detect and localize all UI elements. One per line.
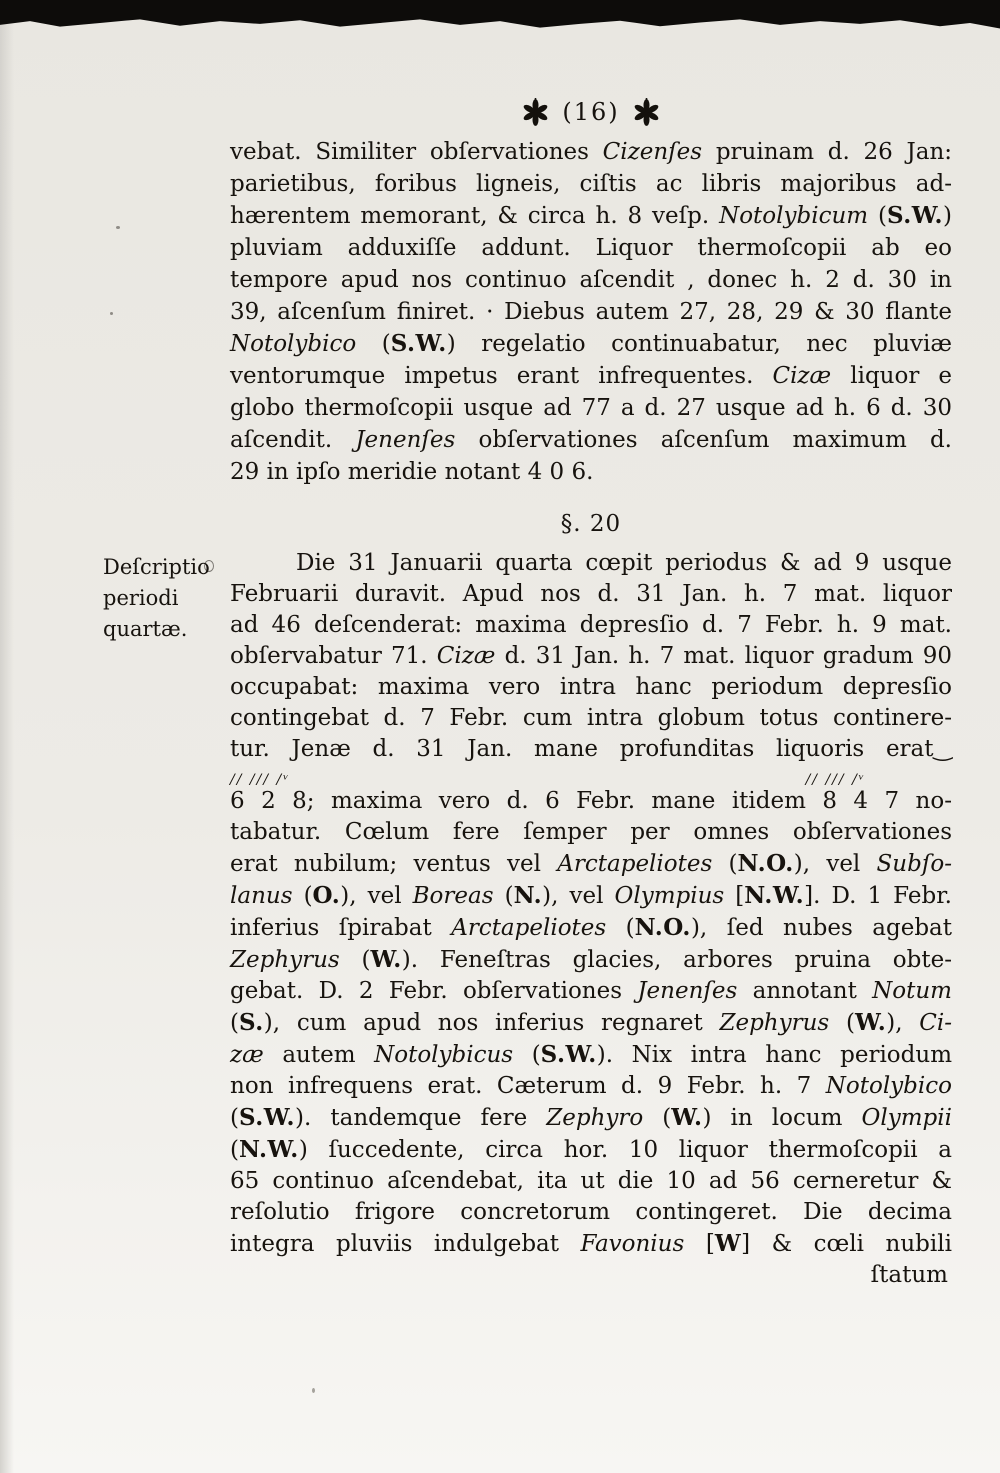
text-segment: ] & cœli nubili: [741, 1231, 952, 1257]
text-segment: (: [868, 203, 887, 229]
text-segment: Jenenſes: [355, 427, 456, 453]
text-segment: integra pluviis indulgebat: [230, 1231, 581, 1257]
text-segment: erat nubilum; ventus vel: [230, 851, 558, 877]
text-segment: W.: [671, 1104, 703, 1131]
text-segment: ). tandemque fere: [295, 1105, 547, 1131]
page-header: [230, 92, 952, 132]
text-segment: gebat. D. 2 Febr. obſervationes: [230, 978, 638, 1004]
text-segment: N.: [513, 882, 543, 909]
text-segment: Cizenſes: [602, 139, 703, 165]
text-segment: S.W.: [238, 1104, 296, 1131]
text-segment: parietibus, foribus ligneis, ciſtis ac libris majoribus ad-: [230, 171, 952, 197]
text-line: [230, 136, 952, 168]
text-segment: ), vel: [340, 883, 413, 909]
text-segment: (: [513, 1042, 541, 1068]
text-line: [230, 232, 952, 264]
unit-marks-row: [230, 765, 952, 786]
ink-speck: [116, 226, 120, 229]
text-segment: ), vel: [793, 851, 877, 877]
text-line: [230, 1197, 952, 1228]
text-segment: contingebat d. 7 Febr. cum intra globum totus continere-: [230, 705, 952, 731]
text-segment: N.W.: [238, 1136, 299, 1163]
text-segment: Die 31 Januarii quarta cœpit periodus & ad 9 usque: [296, 550, 952, 576]
text-line: [230, 672, 952, 703]
margin-note-line: Deſcriptio: [103, 555, 210, 579]
text-segment: inferius ſpirabat: [230, 915, 452, 941]
text-line: [230, 264, 952, 296]
text-line: [230, 360, 952, 392]
text-segment: ). Nix intra hanc periodum: [596, 1042, 953, 1068]
catchword: ſtatum: [870, 1262, 948, 1288]
text-line: [230, 734, 952, 765]
text-line: [230, 200, 952, 232]
text-segment: (: [230, 1137, 239, 1163]
text-line: [230, 1007, 952, 1039]
text-column: [230, 92, 952, 1291]
text-segment: Notolybicum: [719, 203, 869, 229]
text-segment: [: [724, 883, 745, 909]
text-segment: [: [684, 1231, 715, 1257]
text-segment: (: [339, 947, 371, 973]
text-line: [230, 786, 952, 817]
text-line: [230, 1102, 952, 1134]
text-segment: W: [714, 1230, 742, 1257]
unit-marks-right: // /// /ᵛ: [805, 772, 866, 788]
text-segment: 65 continuo aſcendebat, ita ut die 10 ad 56 cerneretur &: [230, 1168, 952, 1194]
text-segment: (: [292, 883, 313, 909]
text-segment: ): [943, 203, 952, 229]
text-line: [230, 296, 952, 328]
text-segment: Subſo-: [876, 851, 952, 877]
text-segment: tempore apud nos continuo aſcendit , donec h. 2 d. 30 in: [230, 267, 952, 293]
text-segment: Cizæ: [772, 363, 832, 389]
text-segment: ). Feneſtras glacies, arbores pruina obte-: [401, 947, 952, 973]
text-segment: ad 46 deſcenderat: maxima depresſio d. 7 Febr. h. 9 mat.: [230, 612, 952, 638]
catchword-row: [230, 1260, 952, 1291]
text-segment: autem: [263, 1042, 375, 1068]
text-segment: vebat. Similiter obſervationes: [230, 139, 603, 165]
text-segment: ),: [886, 1010, 920, 1036]
text-segment: 29 in ipſo meridie notant 4 0 6.: [230, 459, 594, 485]
text-segment: N.O.: [737, 850, 794, 877]
text-segment: (: [829, 1010, 855, 1036]
paragraph-section-20: [230, 548, 952, 1260]
text-segment: S.W.: [390, 330, 447, 357]
text-segment: zæ: [230, 1042, 264, 1068]
text-segment: d. 31 Jan. h. 7 mat. liquor gradum 90: [495, 643, 952, 669]
text-segment: (: [230, 1105, 239, 1131]
text-segment: N.W.: [744, 882, 805, 909]
text-segment: Arctapeliotes: [557, 851, 713, 877]
scan-edge-artifact: [0, 0, 1000, 46]
text-segment: Februarii duravit. Apud nos d. 31 Jan. h. 7 mat. liquor: [230, 581, 952, 607]
text-segment: 6 2 8; maxima vero d. 6 Febr. mane itidem 8 4 7 no-: [230, 788, 952, 814]
text-segment: tur. Jenæ d. 31 Jan. mane profunditas liquoris erat‿: [230, 736, 952, 762]
text-segment: liquor e: [831, 363, 952, 389]
text-line: [230, 548, 952, 579]
text-segment: pluviam adduxiſſe addunt. Liquor thermoſcopii ab eo: [230, 235, 952, 261]
page-number: (16): [562, 98, 620, 126]
text-segment: tabatur. Cœlum fere ſemper per omnes obſervationes: [230, 819, 952, 845]
text-segment: Notolybico: [230, 331, 357, 357]
text-segment: W.: [854, 1009, 887, 1036]
section-heading: §. 20: [560, 511, 622, 537]
text-line: [230, 392, 952, 424]
text-line: [230, 944, 952, 976]
text-segment: ), vel: [542, 883, 615, 909]
text-segment: hærentem memorant, & circa h. 8 veſp.: [230, 203, 720, 229]
text-segment: Arctapeliotes: [451, 915, 607, 941]
text-segment: ), cum apud nos inferius regnaret: [263, 1010, 720, 1036]
text-line: [230, 1228, 952, 1260]
text-segment: S.W.: [886, 202, 943, 229]
text-segment: Cizæ: [436, 643, 496, 669]
margin-note: [103, 552, 233, 645]
text-line: [230, 817, 952, 848]
text-line: [230, 1166, 952, 1197]
ink-speck: [110, 312, 113, 315]
text-segment: (: [643, 1105, 672, 1131]
text-segment: ventorumque impetus erant infrequentes.: [230, 363, 773, 389]
text-segment: (: [356, 331, 391, 357]
text-line: [230, 579, 952, 610]
text-segment: non infrequens erat. Cæterum d. 9 Febr. h. 7: [230, 1073, 826, 1099]
text-line: [230, 456, 952, 488]
text-line: [230, 703, 952, 734]
text-segment: ) regelatio continuabatur, nec pluviæ: [446, 331, 952, 357]
text-segment: annotant: [737, 978, 873, 1004]
text-segment: Notum: [872, 978, 952, 1004]
unit-marks-left: // /// /ᵛ: [230, 772, 291, 788]
text-segment: O.: [312, 882, 341, 909]
text-segment: (: [230, 1010, 239, 1036]
text-segment: Notolybico: [825, 1073, 952, 1099]
text-line: [230, 328, 952, 360]
text-line: [230, 1039, 952, 1071]
text-line: [230, 641, 952, 672]
margin-note-line: quartæ.: [103, 617, 188, 641]
text-segment: Boreas: [412, 883, 494, 909]
text-segment: ]. D. 1 Febr.: [804, 883, 952, 909]
text-segment: Olympii: [861, 1105, 952, 1131]
text-segment: Jenenſes: [637, 978, 738, 1004]
text-segment: Zephyrus: [230, 947, 340, 973]
text-segment: Notolybicus: [374, 1042, 514, 1068]
text-line: [230, 976, 952, 1007]
text-segment: ) ſuccedente, circa hor. 10 liquor thermoſcopii a: [298, 1137, 952, 1163]
text-segment: (: [493, 883, 514, 909]
text-segment: ) in locum: [702, 1105, 862, 1131]
text-segment: reſolutio frigore concretorum contingeret. Die decima: [230, 1199, 952, 1225]
text-segment: 39, aſcenſum finiret. · Diebus autem 27, 28, 29 & 30 flante: [230, 299, 952, 325]
text-segment: S.W.: [540, 1041, 597, 1068]
text-segment: globo thermoſcopii usque ad 77 a d. 27 usque ad h. 6 d. 30: [230, 395, 952, 421]
text-line: [230, 880, 952, 912]
text-line: [230, 168, 952, 200]
text-segment: (: [606, 915, 635, 941]
text-segment: Zephyrus: [719, 1010, 830, 1036]
text-segment: obſervabatur 71.: [230, 643, 437, 669]
text-segment: aſcendit.: [230, 427, 356, 453]
text-segment: Zephyro: [546, 1105, 644, 1131]
text-segment: S.: [238, 1009, 264, 1036]
text-segment: obſervationes aſcenſum maximum d.: [455, 427, 952, 453]
text-segment: Olympius: [614, 883, 725, 909]
text-segment: ), ſed nubes agebat: [690, 915, 952, 941]
text-segment: N.O.: [634, 914, 691, 941]
fleuron-left-icon: [522, 98, 549, 127]
text-segment: W.: [370, 946, 402, 973]
text-line: [230, 1134, 952, 1166]
fleuron-right-icon: [633, 98, 660, 127]
text-segment: Favonius: [580, 1231, 685, 1257]
text-segment: occupabat: maxima vero intra hanc periodum depresſio: [230, 674, 952, 700]
text-line: [230, 1071, 952, 1102]
text-line: [230, 610, 952, 641]
text-line: [230, 848, 952, 880]
text-segment: Ci-: [919, 1010, 952, 1036]
text-segment: (: [712, 851, 738, 877]
ink-speck: [312, 1388, 315, 1393]
text-line: [230, 424, 952, 456]
text-line: [230, 912, 952, 944]
text-segment: pruinam d. 26 Jan:: [702, 139, 953, 165]
margin-note-line: periodi: [103, 586, 179, 610]
paragraph-continuation: [230, 136, 952, 488]
text-segment: lanus: [230, 883, 293, 909]
